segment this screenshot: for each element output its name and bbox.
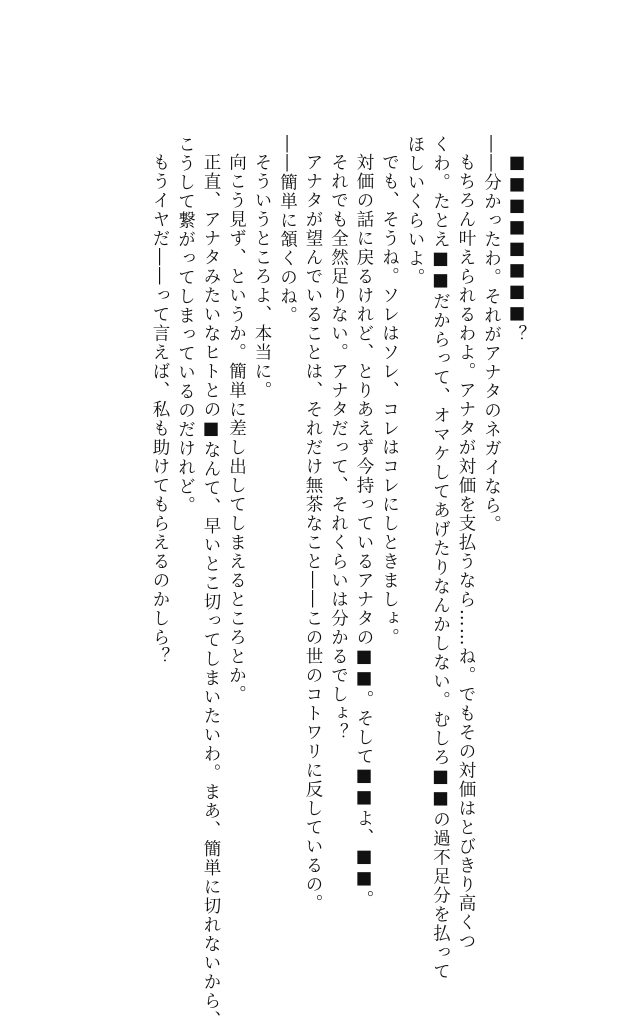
text-line-13: 正直、アナタみたいなヒトとの■なんて、早いとこ切ってしまいたいわ。まあ、簡単に切れないから、 [201, 152, 221, 1029]
text-line-5: ほしいくらいよ。 [405, 135, 425, 287]
text-line-7: 対価の話に戻るけれど、とりあえず今持っているアナタの■■。そして■■よ、■■。 [354, 152, 374, 909]
vertical-text-block [147, 135, 530, 1029]
text-line-10: ――簡単に頷くのね。 [277, 135, 298, 325]
text-line-3: もちろん叶えられるわよ。アナタが対価を支払うなら……ね。でもその対価はとびきり高くつ [456, 152, 476, 951]
text-line-6: でも、そうね。ソレはソレ、コレはコレにしときましょ。 [379, 152, 400, 647]
text-line-15: もうイヤだ――って言えば、私も助けてもらえるのかしら？ [150, 152, 170, 666]
text-line-12: 向こう見ず、というか。簡単に差し出してしまえるところとか。 [226, 152, 247, 704]
text-line-8: それでも全然足りない。アナタだって、それくらいは分かるでしょ？ [328, 152, 349, 742]
text-line-4: くわ。たとえ■■だからって、オマケしてあげたりなんかしない。むしろ■■の過不足分を払って [430, 135, 451, 981]
text-line-1: ■■■■■■■■？ [507, 152, 527, 344]
text-line-14: こうして繋がってしまっているのだけれど。 [175, 135, 196, 515]
text-line-2: ――分かったわ。それがアナタのネガイなら。 [481, 135, 502, 534]
text-line-11: そういうところよ、本当に。 [252, 152, 272, 400]
text-line-9: アナタが望んでいることは、それだけ無茶なこと――この世のコトワリに反しているの。 [303, 152, 323, 913]
